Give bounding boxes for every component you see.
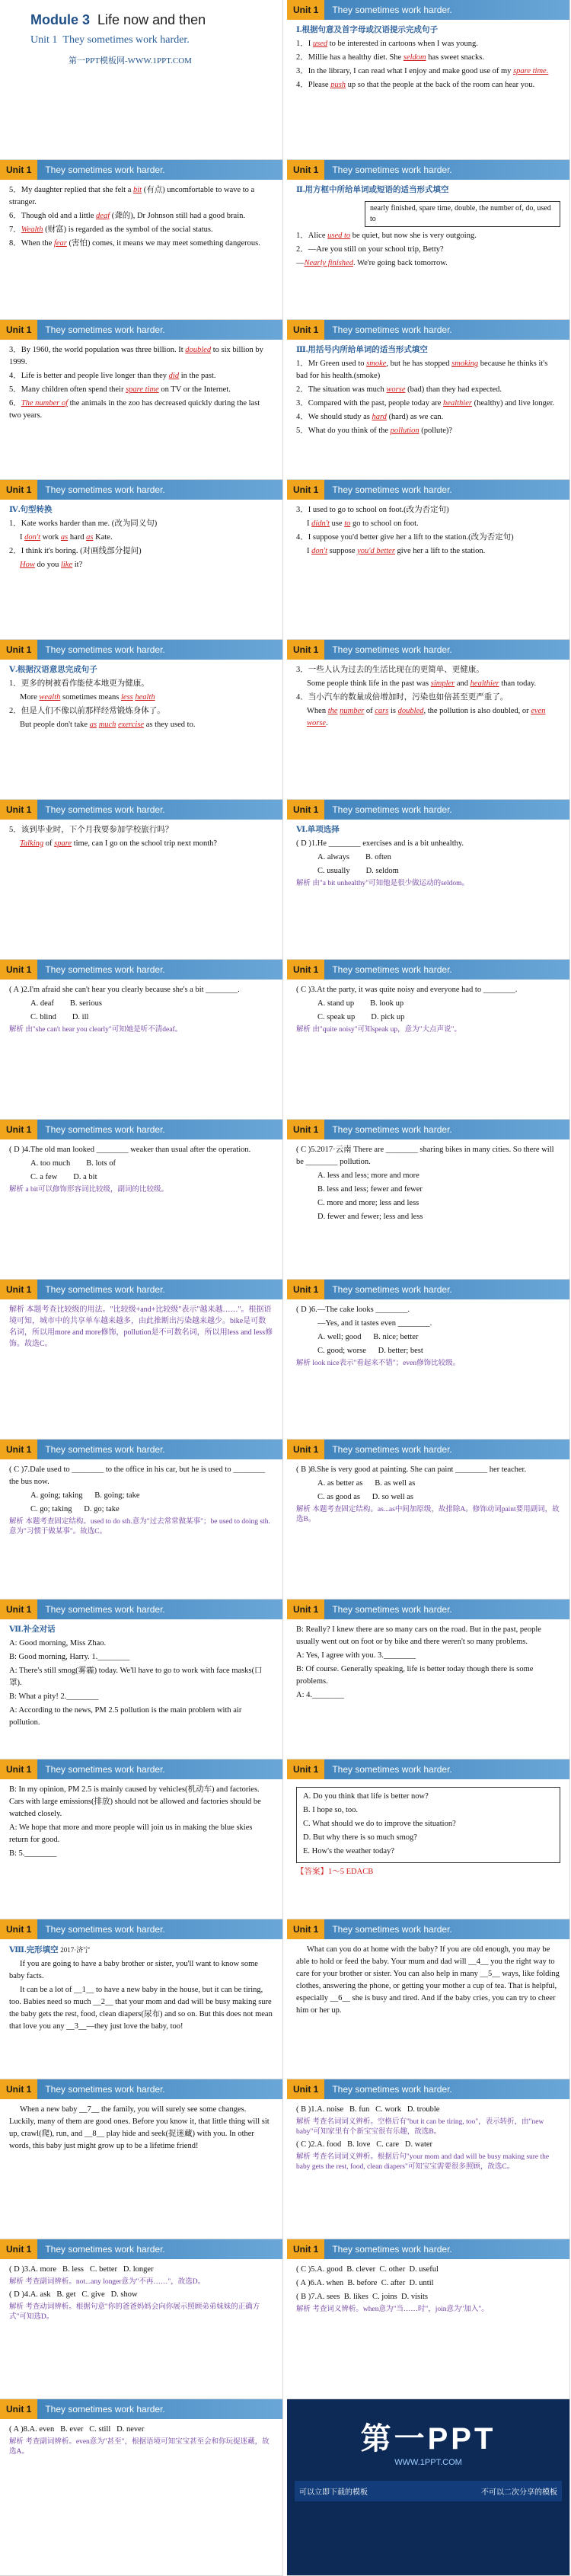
question-4: ( D )4.The old man looked ________ weaker than usual after the operation. xyxy=(9,1146,251,1154)
item-4: 4．当小汽车的数量成倍增加时，污染也如倍甚至更严重了。 xyxy=(296,693,509,702)
slide-26 xyxy=(287,1919,570,2079)
slide-2 xyxy=(287,0,570,160)
options-box xyxy=(296,1787,560,1863)
slide-header: Unit 1 They sometimes work harder. xyxy=(0,2079,282,2099)
footer-bar xyxy=(295,2481,562,2501)
item-5: 5．该到毕业时，下个月我要参加学校旅行吗？ xyxy=(9,826,174,834)
footer-left-text: 可以立即下载的模板 xyxy=(299,2488,368,2497)
dialogue-line: A: There's still smog(雾霾) today. We'll have to go to work with face masks(口罩). xyxy=(9,1667,263,1687)
question-6: ( A )6.A. when B. before C. after D. until xyxy=(296,2279,434,2287)
word-box: nearly finished, spare time, double, the number of, do, used to xyxy=(365,201,560,227)
section-heading: Ⅶ.补全对话 xyxy=(9,1625,56,1634)
slide-logo xyxy=(287,2399,570,2576)
dialogue-line: B: 5.________ xyxy=(9,1849,57,1858)
item-4: 4．We should study as hard (hard) as we can. xyxy=(296,413,444,421)
item-3: 3．By 1960, the world population was three billion. It doubled to six billion by 1999. xyxy=(9,346,263,366)
question-2: ( C )2.A. food B. love C. care D. water xyxy=(296,2140,433,2149)
slide-11 xyxy=(0,800,283,960)
options: C. as good as D. so well as xyxy=(317,1493,413,1501)
item-3: 3．一些人认为过去的生活比现在的更简单、更健康。 xyxy=(296,666,484,674)
slide-30 xyxy=(287,2239,570,2399)
question-4: ( D )4.A. ask B. get C. give D. show xyxy=(9,2290,138,2299)
question-8: ( A )8.A. even B. ever C. still D. never xyxy=(9,2425,145,2434)
question-8: ( B )8.She is very good at painting. She can paint ________ her teacher. xyxy=(296,1465,527,1474)
site-watermark: 第一PPT模板网-WWW.1PPT.COM xyxy=(69,56,192,66)
question-1: ( D )1.He ________ exercises and is a bit unhealthy. xyxy=(296,839,464,848)
slide-header: Unit 1 They sometimes work harder. xyxy=(287,480,569,500)
item-2: 2．—Are you still on your school trip, Betty? xyxy=(296,245,444,254)
option-b: B. less and less; fewer and fewer xyxy=(317,1185,423,1194)
item-6: 6．Though old and a little deaf (聋的), Dr Johnson still had a good brain. xyxy=(9,212,246,220)
slide-7 xyxy=(0,480,283,640)
slide-21 xyxy=(0,1600,283,1759)
explanation: 解析 由"she can't hear you clearly"可知她是听不清deaf。 xyxy=(9,1026,183,1034)
options: C. a few D. a bit xyxy=(30,1173,97,1181)
slide-28 xyxy=(287,2079,570,2239)
slide-29 xyxy=(0,2239,283,2399)
answer-key: 【答案】1～5 EDACB xyxy=(296,1868,374,1876)
item-3-answer: I didn't use to go to school on foot. xyxy=(307,519,419,528)
slide-header: Unit 1 They sometimes work harder. xyxy=(287,320,569,340)
question-7: ( B )7.A. sees B. likes C. joins D. visits xyxy=(296,2293,428,2301)
item-3: 3．Compared with the past, people today are healthier (healthy) and live longer. xyxy=(296,399,555,407)
option-c: C. more and more; less and less xyxy=(317,1199,419,1207)
slide-25 xyxy=(0,1919,283,2079)
option-d: D. fewer and fewer; less and less xyxy=(317,1213,423,1221)
dialogue-line: A: 4.________ xyxy=(296,1691,344,1699)
question-6: ( D )6.—The cake looks ________. xyxy=(296,1306,410,1314)
header-subtitle: They sometimes work harder. xyxy=(332,5,452,15)
slide-header: Unit 1 They sometimes work harder. xyxy=(0,2399,282,2419)
item-3: 3．In the library, I can read what I enjoy and make good use of my spare time. xyxy=(296,67,549,75)
item-6: 6．The number of the animals in the zoo has decreased quickly during the last two years. xyxy=(9,399,260,420)
slide-8 xyxy=(287,480,570,640)
option-e: E. How's the weather today? xyxy=(303,1847,394,1855)
section-heading: Ⅰ.根据句意及首字母或汉语提示完成句子 xyxy=(296,26,439,34)
section-heading: Ⅲ.用括号内所给单词的适当形式填空 xyxy=(296,346,428,354)
slide-header xyxy=(287,0,569,20)
dialogue-line: A: Yes, I agree with you. 3.________ xyxy=(296,1651,416,1660)
slide-15 xyxy=(0,1120,283,1280)
options: A. stand up B. look up xyxy=(317,999,404,1008)
slide-header: Unit 1 They sometimes work harder. xyxy=(287,2079,569,2099)
item-4-answer: When the number of cars is doubled, the pollution is also doubled, or even worse. xyxy=(307,707,546,727)
explanation: 解析 本题考查固定结构。used to do sth.意为"过去常常做某事"；be used to doing sth.意为"习惯于做某事"。故选C。 xyxy=(9,1518,270,1536)
unit-label: Unit 1 xyxy=(30,34,58,46)
section-heading: Ⅵ.单项选择 xyxy=(296,826,340,834)
question-2: ( A )2.I'm afraid she can't hear you clearly because she's a bit ________. xyxy=(9,986,240,994)
slide-header: Unit 1 They sometimes work harder. xyxy=(287,160,569,180)
explanation: 解析 look nice表示"看起来不错"；even修饰比较级。 xyxy=(296,1360,461,1367)
section-heading: Ⅱ.用方框中所给单词或短语的适当形式填空 xyxy=(296,186,449,194)
item-2-answer: How do you like it? xyxy=(20,561,83,569)
passage-paragraph: What can you do at home with the baby? If you are old enough, you may be able to hold or feed the baby. Your mum and dad will __4__ you the right way to care for your brother or sister. You can also help in many __5__ ways, like folding clothes, answering the phone, or getting your mother a cup of tea. That is helpful, especially __6__ she is busy and tired. And if the baby cries, you can try to cheer him or her up. xyxy=(296,1945,560,2015)
module-number: Module 3 xyxy=(30,12,91,27)
dialogue-line: B: What a pity! 2.________ xyxy=(9,1692,99,1701)
options: A. deaf B. serious xyxy=(30,999,102,1008)
dialogue-line: B: Good morning, Harry. 1.________ xyxy=(9,1653,130,1661)
footer-right-text: 不可以二次分享的模板 xyxy=(481,2488,557,2497)
question-5: ( C )5.2017·云南 There are ________ sharing bikes in many cities. So there will be ________ pollution. xyxy=(296,1146,554,1166)
slide-header: Unit 1 They sometimes work harder. xyxy=(0,1600,282,1619)
dialogue-line: B: Of course. Generally speaking, life is better today though there is some problems. xyxy=(296,1665,534,1686)
item-8: 8．When the fear (害怕) comes, it means we may meet something dangerous. xyxy=(9,239,260,248)
options: A. going; taking B. going; take xyxy=(30,1491,140,1500)
options: A. always B. often xyxy=(317,853,391,861)
question-7: ( C )7.Dale used to ________ to the office in his car, but he is used to ________ the bus now. xyxy=(9,1465,266,1486)
explanation: 解析 本题考查固定结构。as...as中间加原级，故排除A。修饰动词paint要用副词，故选B。 xyxy=(296,1506,560,1523)
dialogue-line: B: Really? I knew there are so many cars on the road. But in the past, people usually went out on foot or by bike and there weren't so many problems. xyxy=(296,1625,541,1646)
item-3: 3．I used to go to school on foot.(改为否定句) xyxy=(296,506,449,514)
section-heading: Ⅷ.完形填空 2017·济宁 xyxy=(9,1946,91,1954)
slide-header: Unit 1 They sometimes work harder. xyxy=(287,640,569,660)
question-1: ( B )1.A. noise B. fun C. work D. trouble xyxy=(296,2105,440,2114)
slide-header: Unit 1 They sometimes work harder. xyxy=(0,320,282,340)
slide-header: Unit 1 They sometimes work harder. xyxy=(0,1440,282,1459)
slide-header: Unit 1 They sometimes work harder. xyxy=(287,960,569,980)
module-title: Life now and then xyxy=(97,12,206,27)
question-3: ( D )3.A. more B. less C. better D. longer xyxy=(9,2265,154,2274)
unit-badge: Unit 1 xyxy=(287,0,324,20)
item-1: 1．更多的树被看作能使本地更为健康。 xyxy=(9,679,149,688)
slide-20 xyxy=(287,1440,570,1600)
explanation: 解析 考查副词辨析。even意为"甚至"，根据语境可知宝宝甚至会和你玩捉迷藏，故选A。 xyxy=(9,2438,270,2456)
item-2: 2．I think it's boring. (对画线部分提问) xyxy=(9,547,142,555)
options: C. go; taking D. go; take xyxy=(30,1505,120,1513)
options: A. too much B. lots of xyxy=(30,1159,116,1168)
item-1-answer: I don't work as hard as Kate. xyxy=(20,533,113,542)
slide-17 xyxy=(0,1280,283,1440)
explanation: 解析 a bit可以修饰形容词比较级，副词的比较级。 xyxy=(9,1186,168,1194)
slide-header: Unit 1 They sometimes work harder. xyxy=(0,1280,282,1299)
item-1: 1．I used to be interested in cartoons when I was young. xyxy=(296,40,478,48)
slide-header: Unit 1 They sometimes work harder. xyxy=(287,1120,569,1139)
item-2: 2．但是人们不像以前那样经常锻炼身体了。 xyxy=(9,707,165,715)
item-1: 1．Alice used to be quiet, but now she is very outgoing. xyxy=(296,232,477,240)
options: C. good; worse D. better; best xyxy=(317,1347,423,1355)
explanation: 解析 考查名词词义辨析。根据后句"your mom and dad will be busy making sure the baby gets the rest, food, clean diapers"可知宝宝需要很多照顾，故选C。 xyxy=(296,2153,550,2171)
dialogue-line: A: We hope that more and more people will join us in making the blue skies return for good. xyxy=(9,1823,253,1844)
slide-14 xyxy=(287,960,570,1120)
slide-18 xyxy=(287,1280,570,1440)
slide-13 xyxy=(0,960,283,1120)
slide-header: Unit 1 They sometimes work harder. xyxy=(0,160,282,180)
slide-12 xyxy=(287,800,570,960)
slide-header: Unit 1 They sometimes work harder. xyxy=(0,480,282,500)
slide-header: Unit 1 They sometimes work harder. xyxy=(0,960,282,980)
item-2: 2．The situation was much worse (bad) than they had expected. xyxy=(296,385,502,394)
slide-header: Unit 1 They sometimes work harder. xyxy=(287,1440,569,1459)
slide-16 xyxy=(287,1120,570,1280)
explanation: 解析 考查名词词义辨析。空格后有"but it can be tiring, too"，表示转折，由"new baby"可知家里有个新宝宝很有乐趣，故选B。 xyxy=(296,2118,544,2136)
question-5: ( C )5.A. good B. clever C. other D. useful xyxy=(296,2265,439,2274)
section-heading: Ⅳ.句型转换 xyxy=(9,506,53,514)
item-3-answer: Some people think life in the past was simpler and healthier than today. xyxy=(307,679,537,688)
slide-header: Unit 1 They sometimes work harder. xyxy=(287,1280,569,1299)
option-b: B. I hope so, too. xyxy=(303,1806,359,1814)
slide-header: Unit 1 They sometimes work harder. xyxy=(0,1919,282,1939)
brand-url: WWW.1PPT.COM xyxy=(394,2458,462,2467)
item-5: 5．Many children often spend their spare time on TV or the Internet. xyxy=(9,385,231,394)
explanation: 解析 本题考查比较级的用法。"比较级+and+比较级"表示"越来越……"。根据语境可知，城市中的共享单车越来越多，由此推断出污染越来越少。bike是可数名词，所以用more and more修饰，pollution是不可数名词，所以用less and less修饰。故选C。 xyxy=(9,1306,273,1348)
item-2: 2．Millie has a healthy diet. She seldom has sweet snacks. xyxy=(296,53,485,62)
slide-22 xyxy=(287,1600,570,1759)
question-6-b: —Yes, and it tastes even ________. xyxy=(317,1319,432,1328)
options: A. as better as B. as well as xyxy=(317,1479,416,1488)
item-5-answer: Talking of spare time, can I go on the school trip next month? xyxy=(20,839,218,848)
slide-header: Unit 1 They sometimes work harder. xyxy=(0,2239,282,2259)
option-d: D. But why there is so much smog? xyxy=(303,1833,417,1842)
slide-6 xyxy=(287,320,570,480)
slide-27 xyxy=(0,2079,283,2239)
option-a: A. Do you think that life is better now? xyxy=(303,1792,429,1801)
explanation: 解析 考查动词辨析。根据句意"你的爸爸妈妈会向你展示照顾弟弟妹妹的正确方式"可知选D。 xyxy=(9,2303,260,2321)
slide-23 xyxy=(0,1759,283,1919)
item-1: 1．Mr Green used to smoke, but he has stopped smoking because he thinks it's bad for his health.(smoke) xyxy=(296,360,548,380)
slide-19 xyxy=(0,1440,283,1600)
passage-paragraph: When a new baby __7__ the family, you will surely see some changes. Luckily, many of them are good ones. Before you know it, that little thing will sit up, crawl(爬), run, and __8__ play hide and seek(捉迷藏) with you. In other words, this baby just might grow up to be a lifetime friend! xyxy=(9,2105,270,2150)
slide-header: Unit 1 They sometimes work harder. xyxy=(0,640,282,660)
slide-31 xyxy=(0,2399,283,2576)
slide-header: Unit 1 They sometimes work harder. xyxy=(287,1759,569,1779)
slide-4 xyxy=(287,160,570,320)
explanation: 解析 考查副词辨析。not...any longer意为"不再……"，故选D。 xyxy=(9,2278,206,2286)
passage-paragraph: It can be a lot of __1__ to have a new baby in the house, but it can be tiring, too. Babies need so much __2__ that your mom and dad will be busy making sure the baby gets the rest, food, clean diapers(尿布) and so on. But this does not mean that love you any __3__—they just love the baby, too! xyxy=(9,1986,273,2031)
item-5: 5．What do you think of the pollution (pollute)? xyxy=(296,427,453,435)
item-5: 5．My daughter replied that she felt a bit (有点) uncomfortable to wave to a stranger. xyxy=(9,186,255,206)
slide-24 xyxy=(287,1759,570,1919)
options: C. usually D. seldom xyxy=(317,867,399,875)
slide-9 xyxy=(0,640,283,800)
slide-header: Unit 1 They sometimes work harder. xyxy=(0,1120,282,1139)
slide-10 xyxy=(287,640,570,800)
option-a: A. less and less; more and more xyxy=(317,1171,419,1180)
section-heading: Ⅴ.根据汉语意思完成句子 xyxy=(9,666,97,674)
dialogue-line: B: In my opinion, PM 2.5 is mainly caused by vehicles(机动车) and factories. Cars with large emissions(排放) should not be allowed and factories should be watched closely. xyxy=(9,1785,261,1818)
explanation: 解析 考查词义辨析。when意为"当……时"，join意为"加入"。 xyxy=(296,2306,489,2313)
item-7: 7．Wealth (财富) is regarded as the symbol of the social status. xyxy=(9,225,213,234)
slide-5 xyxy=(0,320,283,480)
slide-title xyxy=(0,0,283,160)
item-1-answer: More wealth sometimes means less health xyxy=(20,693,155,702)
dialogue-line: A: Good morning, Miss Zhao. xyxy=(9,1639,107,1648)
slide-header: Unit 1 They sometimes work harder. xyxy=(0,1759,282,1779)
explanation: 解析 由"quite noisy"可知speak up，意为"大点声说"。 xyxy=(296,1026,461,1034)
item-4-answer: I don't suppose you'd better give her a lift to the station. xyxy=(307,547,486,555)
dialogue-line: A: According to the news, PM 2.5 pollution is the main problem with air pollution. xyxy=(9,1706,242,1727)
unit-title: They sometimes work harder. xyxy=(62,34,190,46)
passage-paragraph: If you are going to have a baby brother or sister, you'll want to know some baby facts. xyxy=(9,1960,258,1980)
item-4: 4．Life is better and people live longer than they did in the past. xyxy=(9,372,216,380)
item-4: 4．I suppose you'd better give her a lift to the station.(改为否定句) xyxy=(296,533,514,542)
item-4: 4．Please push up so that the people at the back of the room can hear you. xyxy=(296,81,535,89)
slide-3 xyxy=(0,160,283,320)
item-2-answer: But people don't take as much exercise as they used to. xyxy=(20,721,196,729)
slide-header: Unit 1 They sometimes work harder. xyxy=(287,1600,569,1619)
brand-logo: 第一PPT xyxy=(360,2422,496,2456)
options: C. speak up D. pick up xyxy=(317,1013,405,1021)
slide-header: Unit 1 They sometimes work harder. xyxy=(287,2239,569,2259)
item-1: 1．Kate works harder than me. (改为同义句) xyxy=(9,519,158,528)
explanation: 解析 由"a bit unhealthy"可知他是很少做运动的seldom。 xyxy=(296,880,470,887)
question-3: ( C )3.At the party, it was quite noisy and everyone had to ________. xyxy=(296,986,518,994)
slide-header: Unit 1 They sometimes work harder. xyxy=(287,1919,569,1939)
slide-header: Unit 1 They sometimes work harder. xyxy=(0,800,282,820)
slide-header: Unit 1 They sometimes work harder. xyxy=(287,800,569,820)
item-2-answer: —Nearly finished. We're going back tomorrow. xyxy=(296,259,448,267)
options: A. well; good B. nice; better xyxy=(317,1333,419,1341)
option-c: C. What should we do to improve the situation? xyxy=(303,1820,456,1828)
options: C. blind D. ill xyxy=(30,1013,89,1021)
